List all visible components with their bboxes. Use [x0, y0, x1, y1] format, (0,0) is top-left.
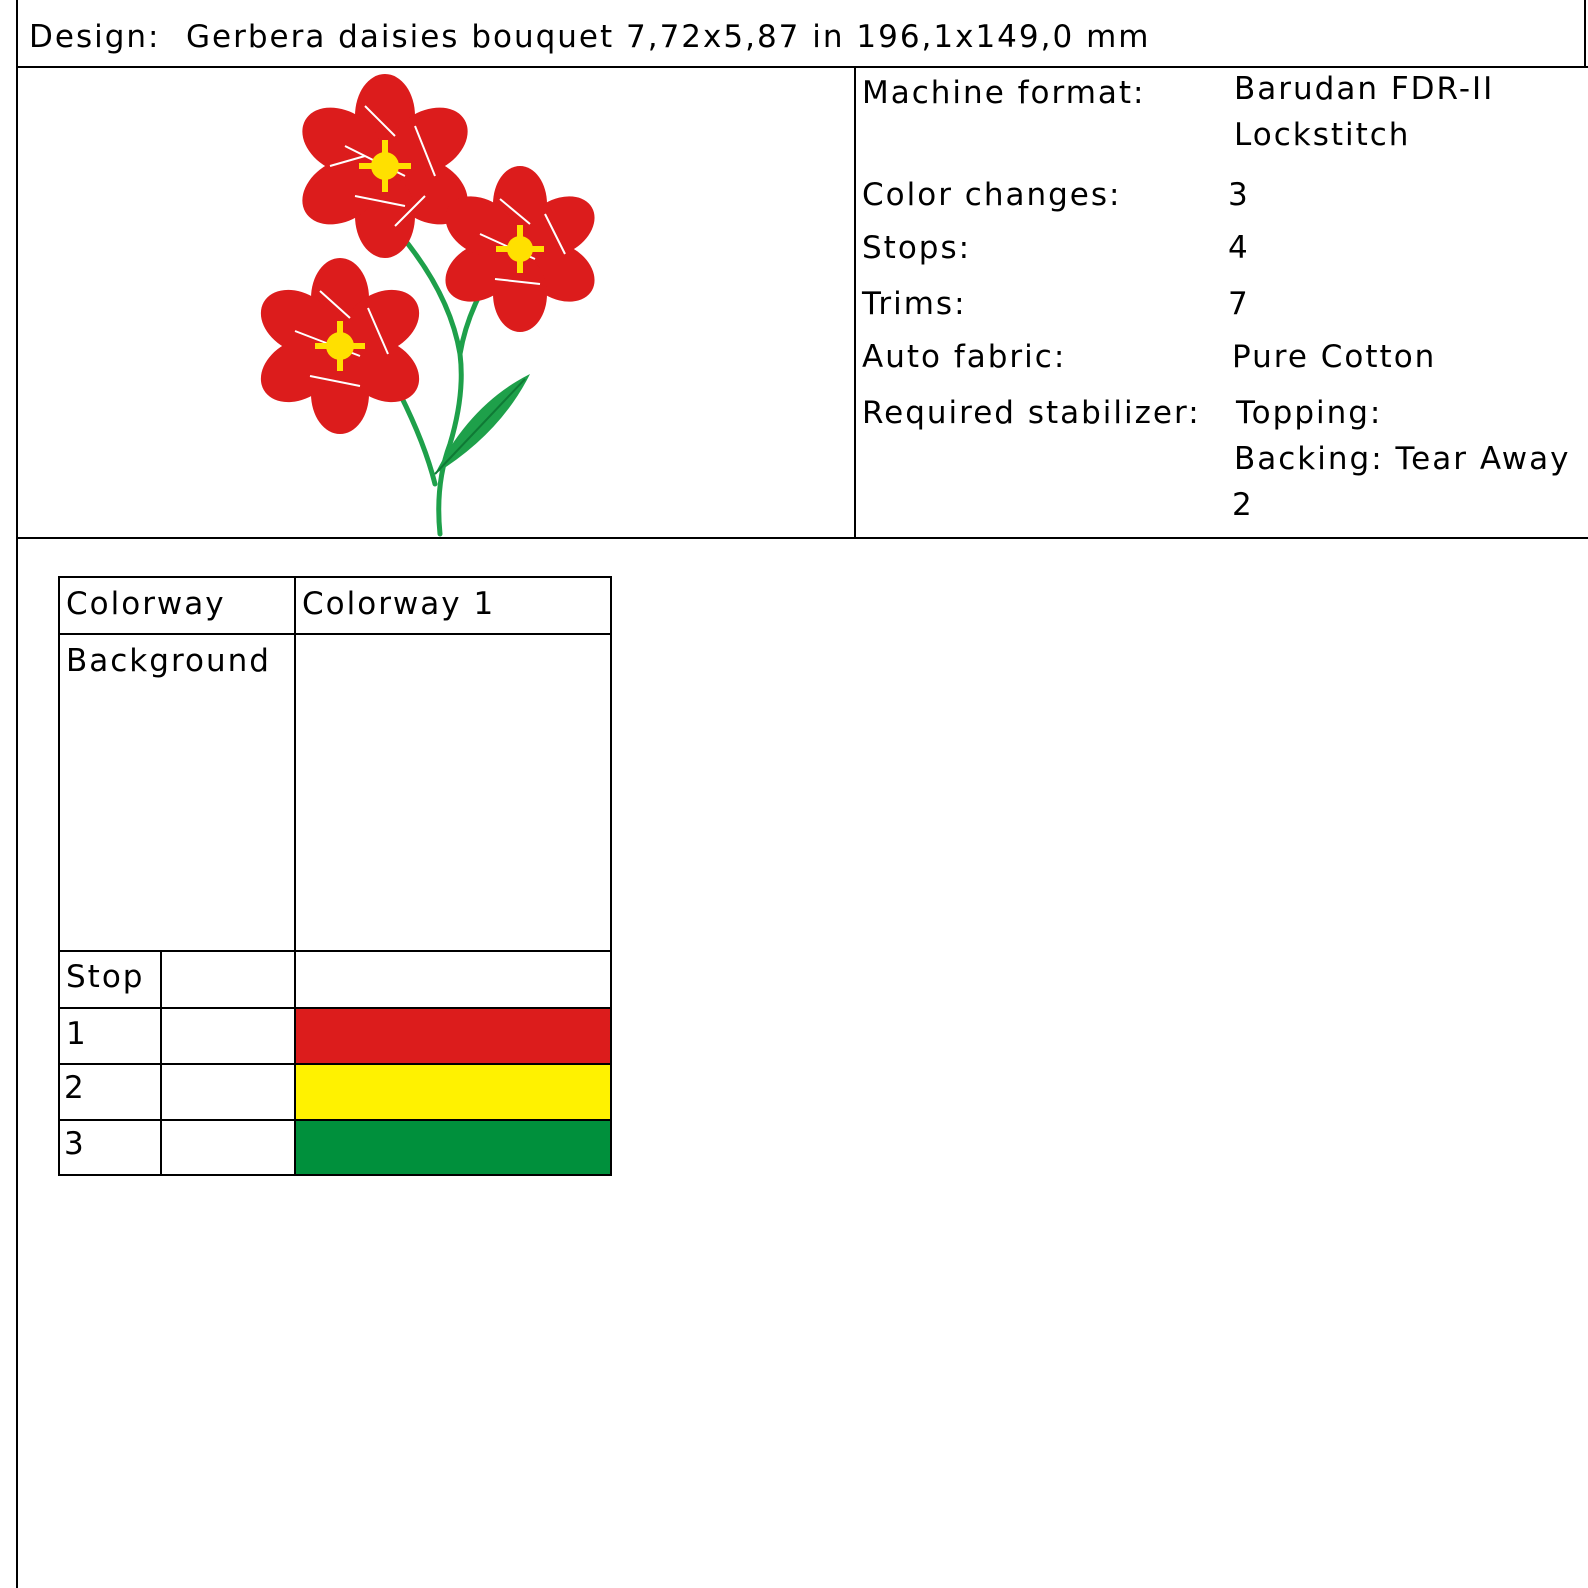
machine-format-label: Machine format:	[862, 75, 1146, 111]
background-label: Background	[66, 643, 271, 679]
stops-label: Stops:	[862, 230, 972, 266]
flower-left	[249, 258, 430, 434]
table-top-border	[58, 576, 612, 578]
table-stop-col-divider	[160, 950, 162, 1176]
design-label: Design:	[29, 19, 161, 55]
colorway-header-value: Colorway 1	[302, 586, 496, 622]
trims-label: Trims:	[862, 286, 967, 322]
stop-number-3: 3	[64, 1126, 86, 1162]
color-swatch-2	[296, 1065, 610, 1119]
table-background-divider	[58, 950, 612, 952]
auto-fabric-label: Auto fabric:	[862, 339, 1067, 375]
stop-number-2: 2	[64, 1070, 86, 1106]
stabilizer-count: 2	[1232, 487, 1254, 523]
table-bottom-border	[58, 1174, 612, 1176]
machine-format-subvalue: Lockstitch	[1234, 117, 1411, 153]
table-left-border	[58, 576, 60, 1176]
stabilizer-label: Required stabilizer:	[862, 395, 1201, 431]
machine-format-value: Barudan FDR-II	[1234, 71, 1495, 107]
color-swatch-3	[296, 1121, 610, 1174]
color-changes-label: Color changes:	[862, 177, 1122, 213]
stops-value: 4	[1228, 230, 1250, 266]
stabilizer-backing: Backing: Tear Away	[1234, 441, 1571, 477]
auto-fabric-value: Pure Cotton	[1232, 339, 1437, 375]
design-preview-image	[240, 64, 630, 539]
colorway-header-label: Colorway	[66, 586, 226, 622]
frame-left-border	[16, 0, 18, 1588]
info-divider	[854, 66, 856, 538]
stop-header: Stop	[66, 959, 145, 995]
stabilizer-topping: Topping:	[1236, 395, 1383, 431]
table-right-border	[610, 576, 612, 1176]
frame-right-border	[1584, 0, 1586, 66]
stop-number-1: 1	[66, 1016, 88, 1052]
trims-value: 7	[1228, 286, 1250, 322]
table-header-divider	[58, 633, 612, 635]
color-swatch-1	[296, 1009, 610, 1063]
colorway-table	[58, 576, 612, 1176]
design-title: Gerbera daisies bouquet 7,72x5,87 in 196,1x149,0 mm	[186, 19, 1151, 55]
color-changes-value: 3	[1228, 177, 1250, 213]
